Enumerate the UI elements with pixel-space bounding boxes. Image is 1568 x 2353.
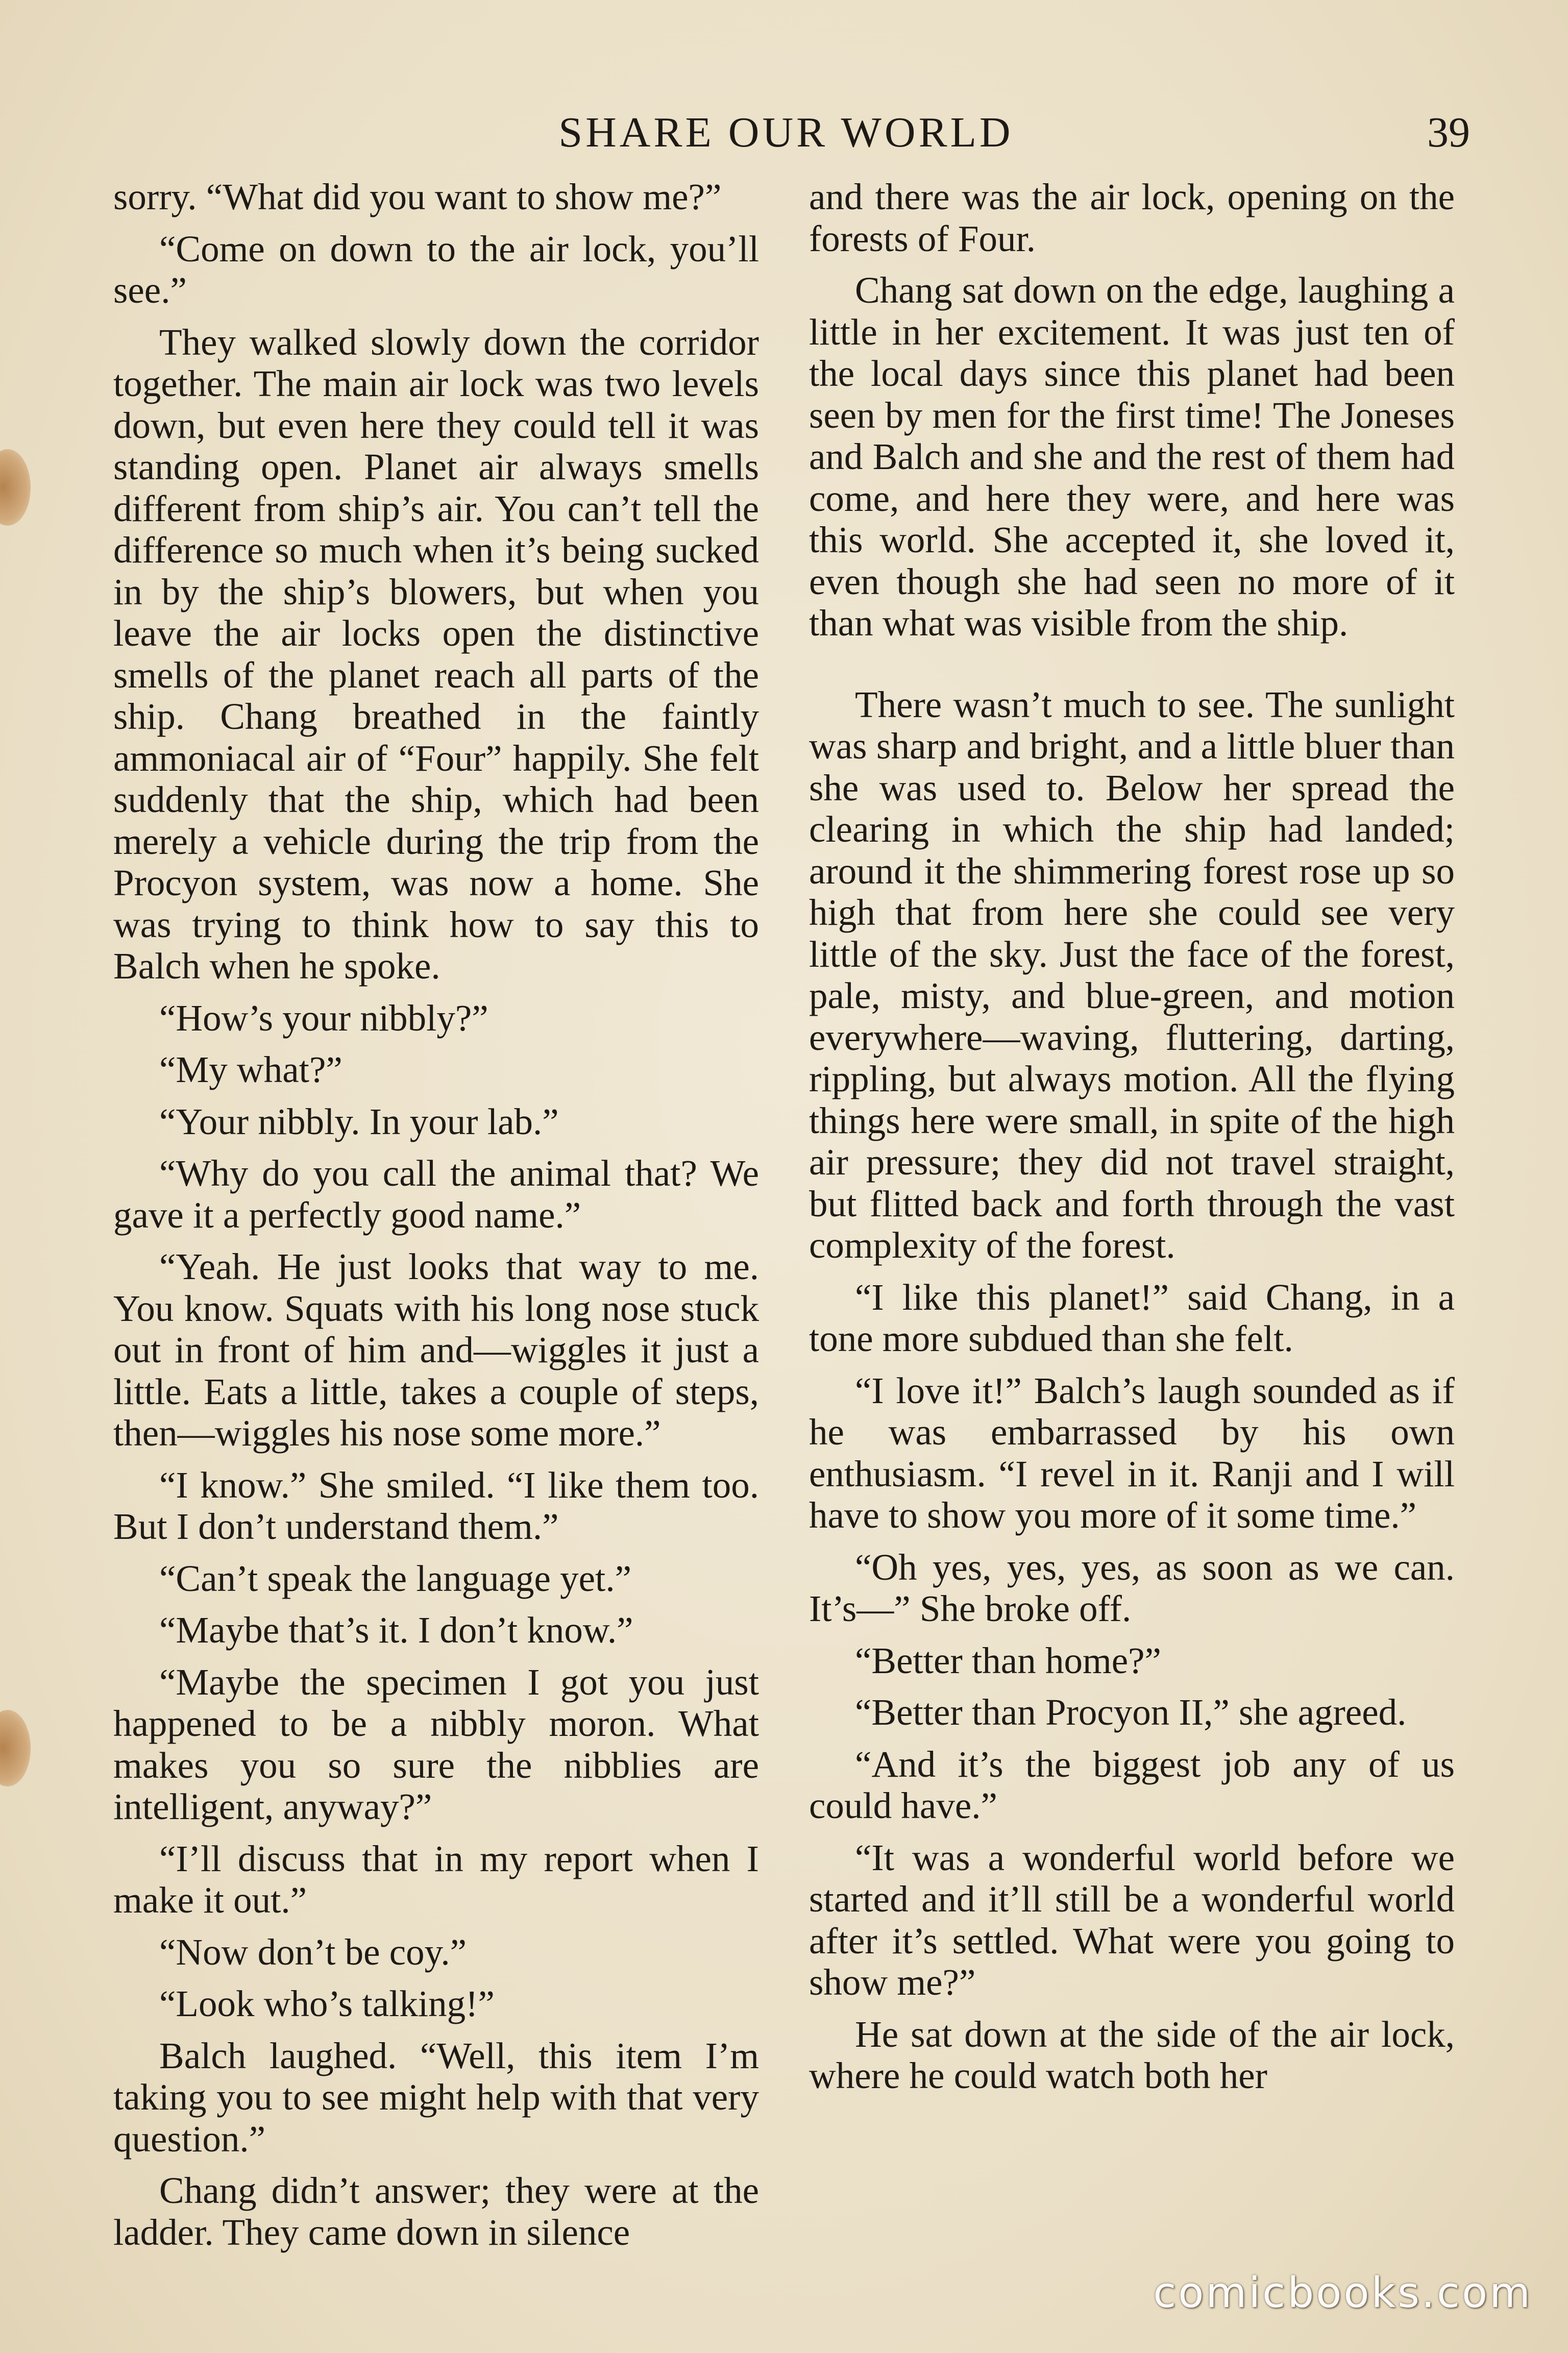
- paragraph: sorry. “What did you want to show me?”: [113, 176, 722, 217]
- paragraph: “I like this planet!” said Chang, in a tone more subdued than she felt.: [809, 1276, 1455, 1359]
- left-text-column: [113, 176, 759, 2263]
- right-text-column: [809, 176, 1455, 2107]
- paragraph: “How’s your nibbly?”: [159, 997, 488, 1039]
- paragraph: “Why do you call the animal that? We gave it a perfectly good name.”: [113, 1153, 759, 1236]
- binding-hole-mark: [0, 1710, 31, 1786]
- paragraph: Chang sat down on the edge, laughing a little in her excitement. It was just ten of the local days since this planet had been seen by men for the first time! The Joneses and Balch and she and the rest of them had come, and here they were, and here was this world. She accepted it, she loved it, even though she had seen no more of it than what was visible from the ship.: [809, 269, 1455, 644]
- running-title: SHARE OUR WORLD: [558, 109, 1014, 156]
- paragraph: “Yeah. He just looks that way to me. You know. Squats with his long nose stuck out in front of him and—wiggles it just a little. Eats a little, takes a couple of steps, then—wiggles his nose some more.”: [113, 1246, 759, 1454]
- site-watermark: comicbooks.com: [1153, 2269, 1532, 2317]
- paragraph: There wasn’t much to see. The sunlight was sharp and bright, and a little bluer than she was used to. Below her spread the clearing in which the ship had landed; around it the shimmering forest rose up so high that from here she could see very little of the sky. Just the face of the forest, pale, misty, and blue-green, and motion everywhere—waving, fluttering, darting, rippling, but always motion. All the flying things here were small, in spite of the high air pressure; they did not travel straight, but flitted back and forth through the vast complexity of the forest.: [809, 683, 1455, 1266]
- paragraph: “Better than home?”: [855, 1639, 1161, 1681]
- paragraph: “Maybe the specimen I got you just happened to be a nibbly moron. What makes you so sure the nibblies are intelligent, anyway?”: [113, 1661, 759, 1827]
- paragraph: “Better than Procyon II,” she agreed.: [855, 1692, 1407, 1733]
- paragraph: “Now don’t be coy.”: [159, 1931, 467, 1973]
- paragraph: Chang didn’t answer; they were at the ladder. They came down in silence: [113, 2170, 759, 2253]
- paragraph: He sat down at the side of the air lock, where he could watch both her: [809, 2013, 1455, 2096]
- paragraph: “Look who’s talking!”: [159, 1983, 495, 2024]
- paragraph: “I know.” She smiled. “I like them too. But I don’t understand them.”: [113, 1464, 759, 1547]
- paragraph: “Your nibbly. In your lab.”: [159, 1100, 559, 1142]
- page-header: [112, 102, 1470, 163]
- paragraph: “It was a wonderful world before we started and it’ll still be a wonderful world after it’s settled. What were you going to show me?”: [809, 1836, 1455, 2003]
- paragraph: “And it’s the biggest job any of us could have.”: [809, 1743, 1455, 1826]
- paragraph: “Maybe that’s it. I don’t know.”: [159, 1609, 633, 1651]
- paragraph: “I love it!” Balch’s laugh sounded as if he was embarrassed by his own enthusiasm. “I revel in it. Ranji and I will have to show you more of it some time.”: [809, 1369, 1455, 1536]
- paragraph: Balch laughed. “Well, this item I’m taking you to see might help with that very question.”: [113, 2035, 759, 2160]
- paragraph: “Can’t speak the language yet.”: [159, 1557, 631, 1599]
- paragraph: “Oh yes, yes, yes, as soon as we can. It’s—” She broke off.: [809, 1546, 1455, 1629]
- binding-hole-mark: [0, 449, 31, 526]
- paragraph: and there was the air lock, opening on the forests of Four.: [809, 176, 1455, 259]
- page-number: 39: [1427, 109, 1470, 156]
- paragraph: “My what?”: [159, 1049, 342, 1090]
- paragraph: They walked slowly down the corridor together. The main air lock was two levels down, but even here they could tell it was standing open. Planet air always smells different from ship’s air. You can’t tell the difference so much when it’s being sucked in by the ship’s blowers, but when you leave the air locks open the distinctive smells of the planet reach all parts of the ship. Chang breathed in the faintly ammoniacal air of “Four” happily. She felt suddenly that the ship, which had been merely a vehicle during the trip from the Procyon system, was now a home. She was trying to think how to say this to Balch when he spoke.: [113, 321, 759, 987]
- paragraph: “Come on down to the air lock, you’ll see.”: [113, 228, 759, 311]
- paragraph: “I’ll discuss that in my report when I make it out.”: [113, 1837, 759, 1921]
